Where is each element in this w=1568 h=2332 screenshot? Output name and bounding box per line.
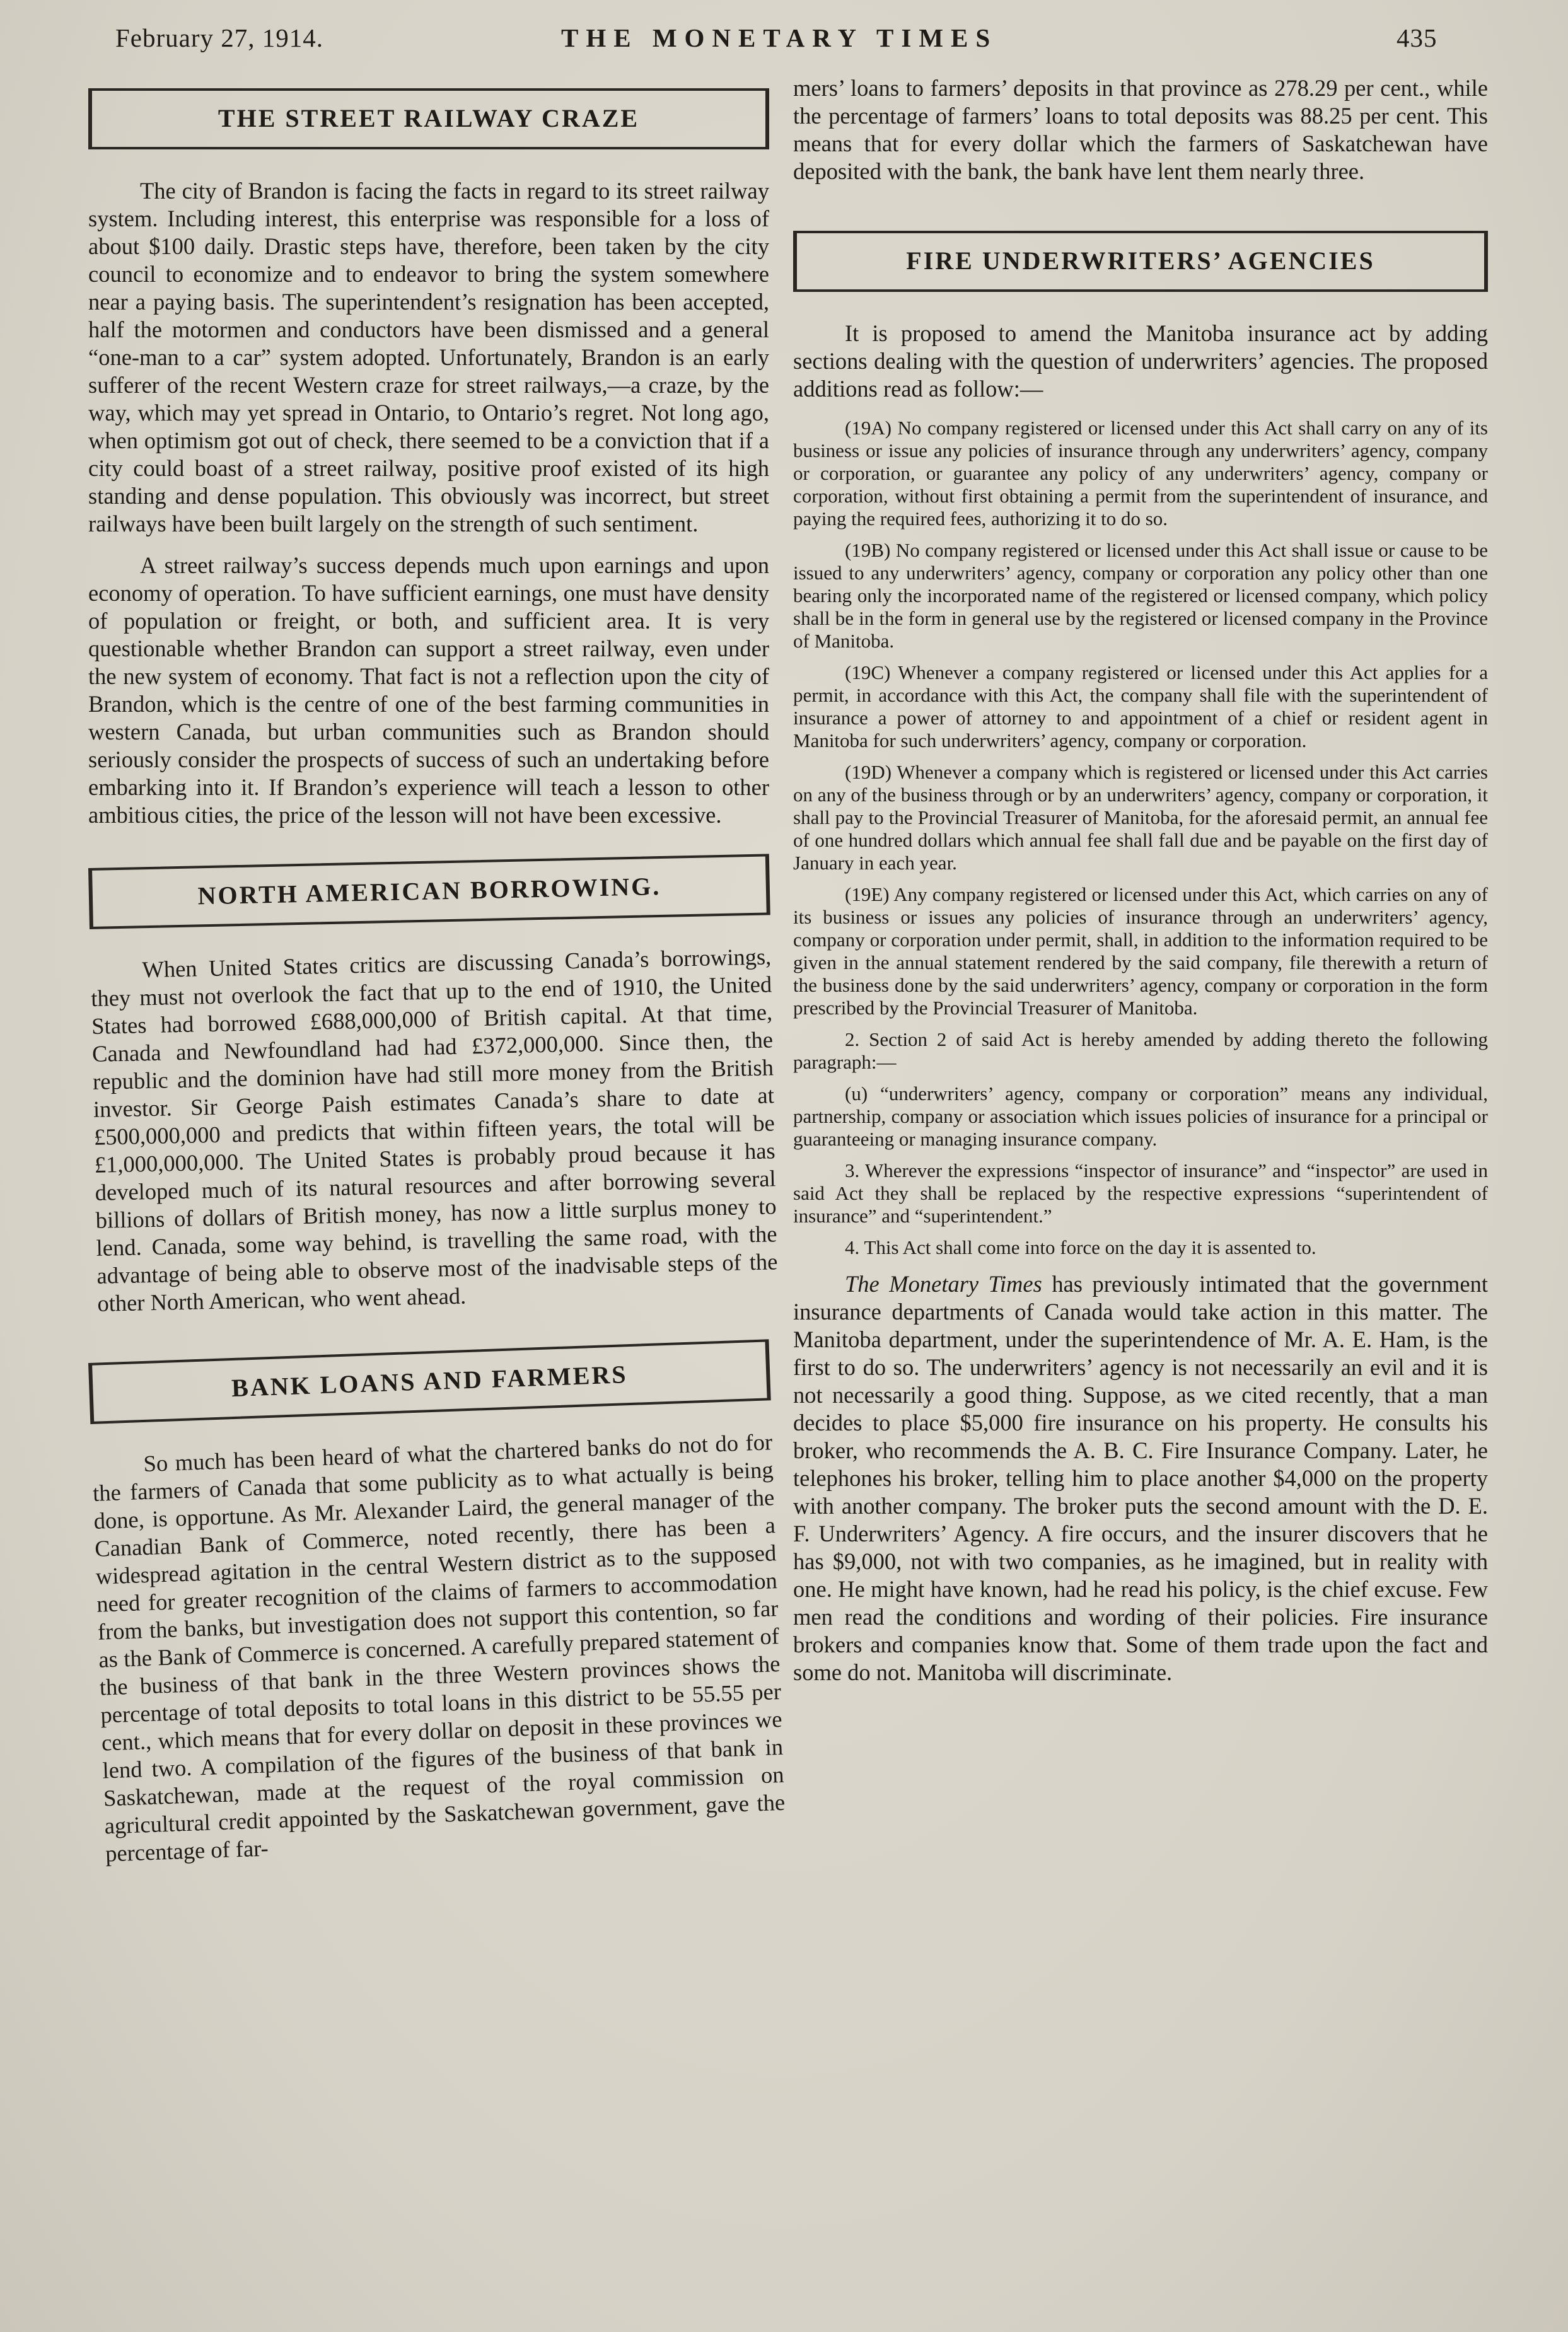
clause-19e: (19E) Any company registered or licensed under this Act, which carries on any of its business or issues any policies of insurance through an underwriters’ agency, company or corporation under permit, shall, in addition to the information required to be given in the annual statement rendered by the said company, file therewith a return of the business done by the said underwriters’ agency, company or corporation in the form prescribed by the Provincial Treasurer of Manitoba.: [793, 883, 1488, 1019]
header-date: February 27, 1914.: [115, 23, 324, 52]
borrowing-paragraph: When United States critics are discussing Canada’s borrowings, they must not overlook the fact that up to the end of 1910, the United States had borrowed £688,000,000 of British capital. At that time, Canada and Newfoundland had had £372,000,000. Since then, the republic and the dominion have had still more money from the British investor. Sir George Paish estimates Canada’s share to date at £500,000,000 and predicts that within fifteen years, the total will be £1,000,000,000. The United States is probably proud because it has developed much of its natural resources and after borrowing several billions of dollars of British money, has now a little surplus money to lend. Canada, some way behind, is travelling the same road, with the advantage of being able to observe most of the inadvisable steps of the other North American, who went ahead.: [90, 943, 778, 1316]
clause-19a: (19A) No company registered or licensed under this Act shall carry on any of its business or issue any policies of insurance through any underwriters’ agency, company or corporation, or guarantee any policy of any underwriters’ agency, company or corporation, without first obtaining a permit from the superintendent of insurance, and paying the required fees, authorizing it to do so.: [793, 417, 1488, 530]
street-railway-heading: THE STREET RAILWAY CRAZE: [88, 88, 769, 149]
left-column: [88, 88, 786, 1882]
section-3: 3. Wherever the expressions “inspector of insurance” and “inspector” are used in said Act they shall be replaced by the respective expressions “superintendent of insurance” and “superintendent.”: [793, 1159, 1488, 1227]
fire-underwriters-heading: FIRE UNDERWRITERS’ AGENCIES: [793, 231, 1488, 292]
bank-loans-paragraph: So much has been heard of what the chartered banks do not do for the farmers of Canada that some publicity as to what actually is being done, is opportune. As Mr. Alexander Laird, the general manager of the Canadian Bank of Commerce, noted recently, there has been a widespread agitation in the central Western district as to the supposed need for greater recognition of the claims of farmers to accommodation from the banks, but investigation does not support this contention, so far as the Bank of Commerce is concerned. A carefully prepared statement of the business of that bank in the three Western provinces shows the percentage of total deposits to total loans in this district to be 55.55 per cent., which means that for every dollar on deposit in these provinces we lend two. A compilation of the figures of the business of that bank in Saskatchewan, made at the request of the royal commission on agricultural credit appointed by the Saskatchewan government, gave the percentage of far-: [92, 1429, 786, 1867]
clause-19d: (19D) Whenever a company which is registered or licensed under this Act carries on any of the business through or by an underwriters’ agency, company or corporation, it shall pay to the Provincial Treasurer of Manitoba, for the aforesaid permit, an annual fee of one hundred dollars which annual fee shall fall due and be payable on the first day of January in each year.: [793, 761, 1488, 874]
street-railway-paragraph: A street railway’s success depends much upon earnings and upon economy of operation. To have sufficient earnings, one must have density of population or freight, or both, and sufficient area. It is very questionable whether Brandon can support a street railway, even under the new system of economy. That fact is not a reflection upon the city of Brandon, which is the centre of one of the best farming communities in western Canada, but urban communities such as Brandon should seriously consider the prospects of success of such an undertaking before embarking into it. If Brandon’s experience will teach a lesson to other ambitious cities, the price of the lesson will not have been excessive.: [88, 552, 769, 828]
bank-loans-heading: BANK LOANS AND FARMERS: [88, 1339, 771, 1424]
fire-closing-paragraph: [793, 1270, 1488, 1686]
right-column: [793, 74, 1488, 1700]
clause-19c: (19C) Whenever a company registered or licensed under this Act applies for a permit, in accordance with this Act, the company shall file with the superintendent of insurance a power of attorney to and appointment of a chief or resident agent in Manitoba for such underwriters’ agency, company or corporation.: [793, 661, 1488, 751]
header-page-number: 435: [1397, 23, 1437, 52]
street-railway-paragraph: The city of Brandon is facing the facts in regard to its street railway system. Including interest, this enterprise was responsible for a loss of about $100 daily. Drastic steps have, therefore, been taken by the city council to economize and to endeavor to bring the system somewhere near a paying basis. The superintendent’s resignation has been accepted, half the motormen and conductors have been dismissed and a general “one-man to a car” system adopted. Unfortunately, Brandon is an early sufferer of the recent Western craze for street railways,—a craze, by the way, which may yet spread in Ontario, to Ontario’s regret. Not long ago, when optimism got out of check, there seemed to be a conviction that if a city could boast of a street railway, positive proof existed of its high standing and dense population. This obviously was incorrect, but street railways have been built largely on the strength of such sentiment.: [88, 178, 769, 537]
bank-loans-continuation: mers’ loans to farmers’ deposits in that province as 278.29 per cent., while the percentage of farmers’ loans to total deposits was 88.25 per cent. This means that for every dollar which the farmers of Saskatchewan have deposited with the bank, the bank have lent them nearly three.: [793, 75, 1488, 184]
fire-closing-text: has previously intimated that the government insurance departments of Canada would take action in this matter. The Manitoba department, under the superintendence of Mr. A. E. Ham, is the first to do so. The underwriters’ agency is not necessarily an evil and it is not necessarily a good thing. Suppose, as we cited recently, that a man decides to place $5,000 fire insurance on his property. He consults his broker, who recommends the A. B. C. Fire Insurance Company. Later, he telephones his broker, telling him to place another $4,000 on the property with another company. The broker puts the second amount with the D. E. F. Underwriters’ Agency. A fire occurs, and the insurer discovers that he has $9,000, not with two companies, as he imagined, but in reality with one. He might have known, had he read his policy, is the chief excuse. Few men read the conditions and wording of their policies. Fire insurance brokers and companies know that. Some of them trade upon the fact and some do not. Manitoba will discriminate.: [793, 1271, 1489, 1685]
clause-u: (u) “underwriters’ agency, company or corporation” means any individual, partnership, company or association which issues policies of insurance for a principal or guaranteeing or managing insurance company.: [793, 1082, 1488, 1150]
fire-intro: It is proposed to amend the Manitoba insurance act by adding sections dealing with the question of underwriters’ agencies. The proposed additions read as follow:—: [793, 320, 1488, 402]
borrowing-heading: NORTH AMERICAN BORROWING.: [88, 854, 770, 929]
header-publication: THE MONETARY TIMES: [561, 23, 998, 52]
clause-19b: (19B) No company registered or licensed under this Act shall issue or cause to be issued to any underwriters’ agency, company or corporation any policy other than one bearing only the incorporated name of the registered or licensed company, which policy shall be in the form in general use by the registered or licensed company in the Province of Manitoba.: [793, 539, 1488, 652]
section-2: 2. Section 2 of said Act is hereby amended by adding thereto the following paragraph:—: [793, 1028, 1488, 1073]
publication-name: The Monetary Times: [845, 1271, 1042, 1297]
section-4: 4. This Act shall come into force on the day it is assented to.: [845, 1236, 1316, 1258]
